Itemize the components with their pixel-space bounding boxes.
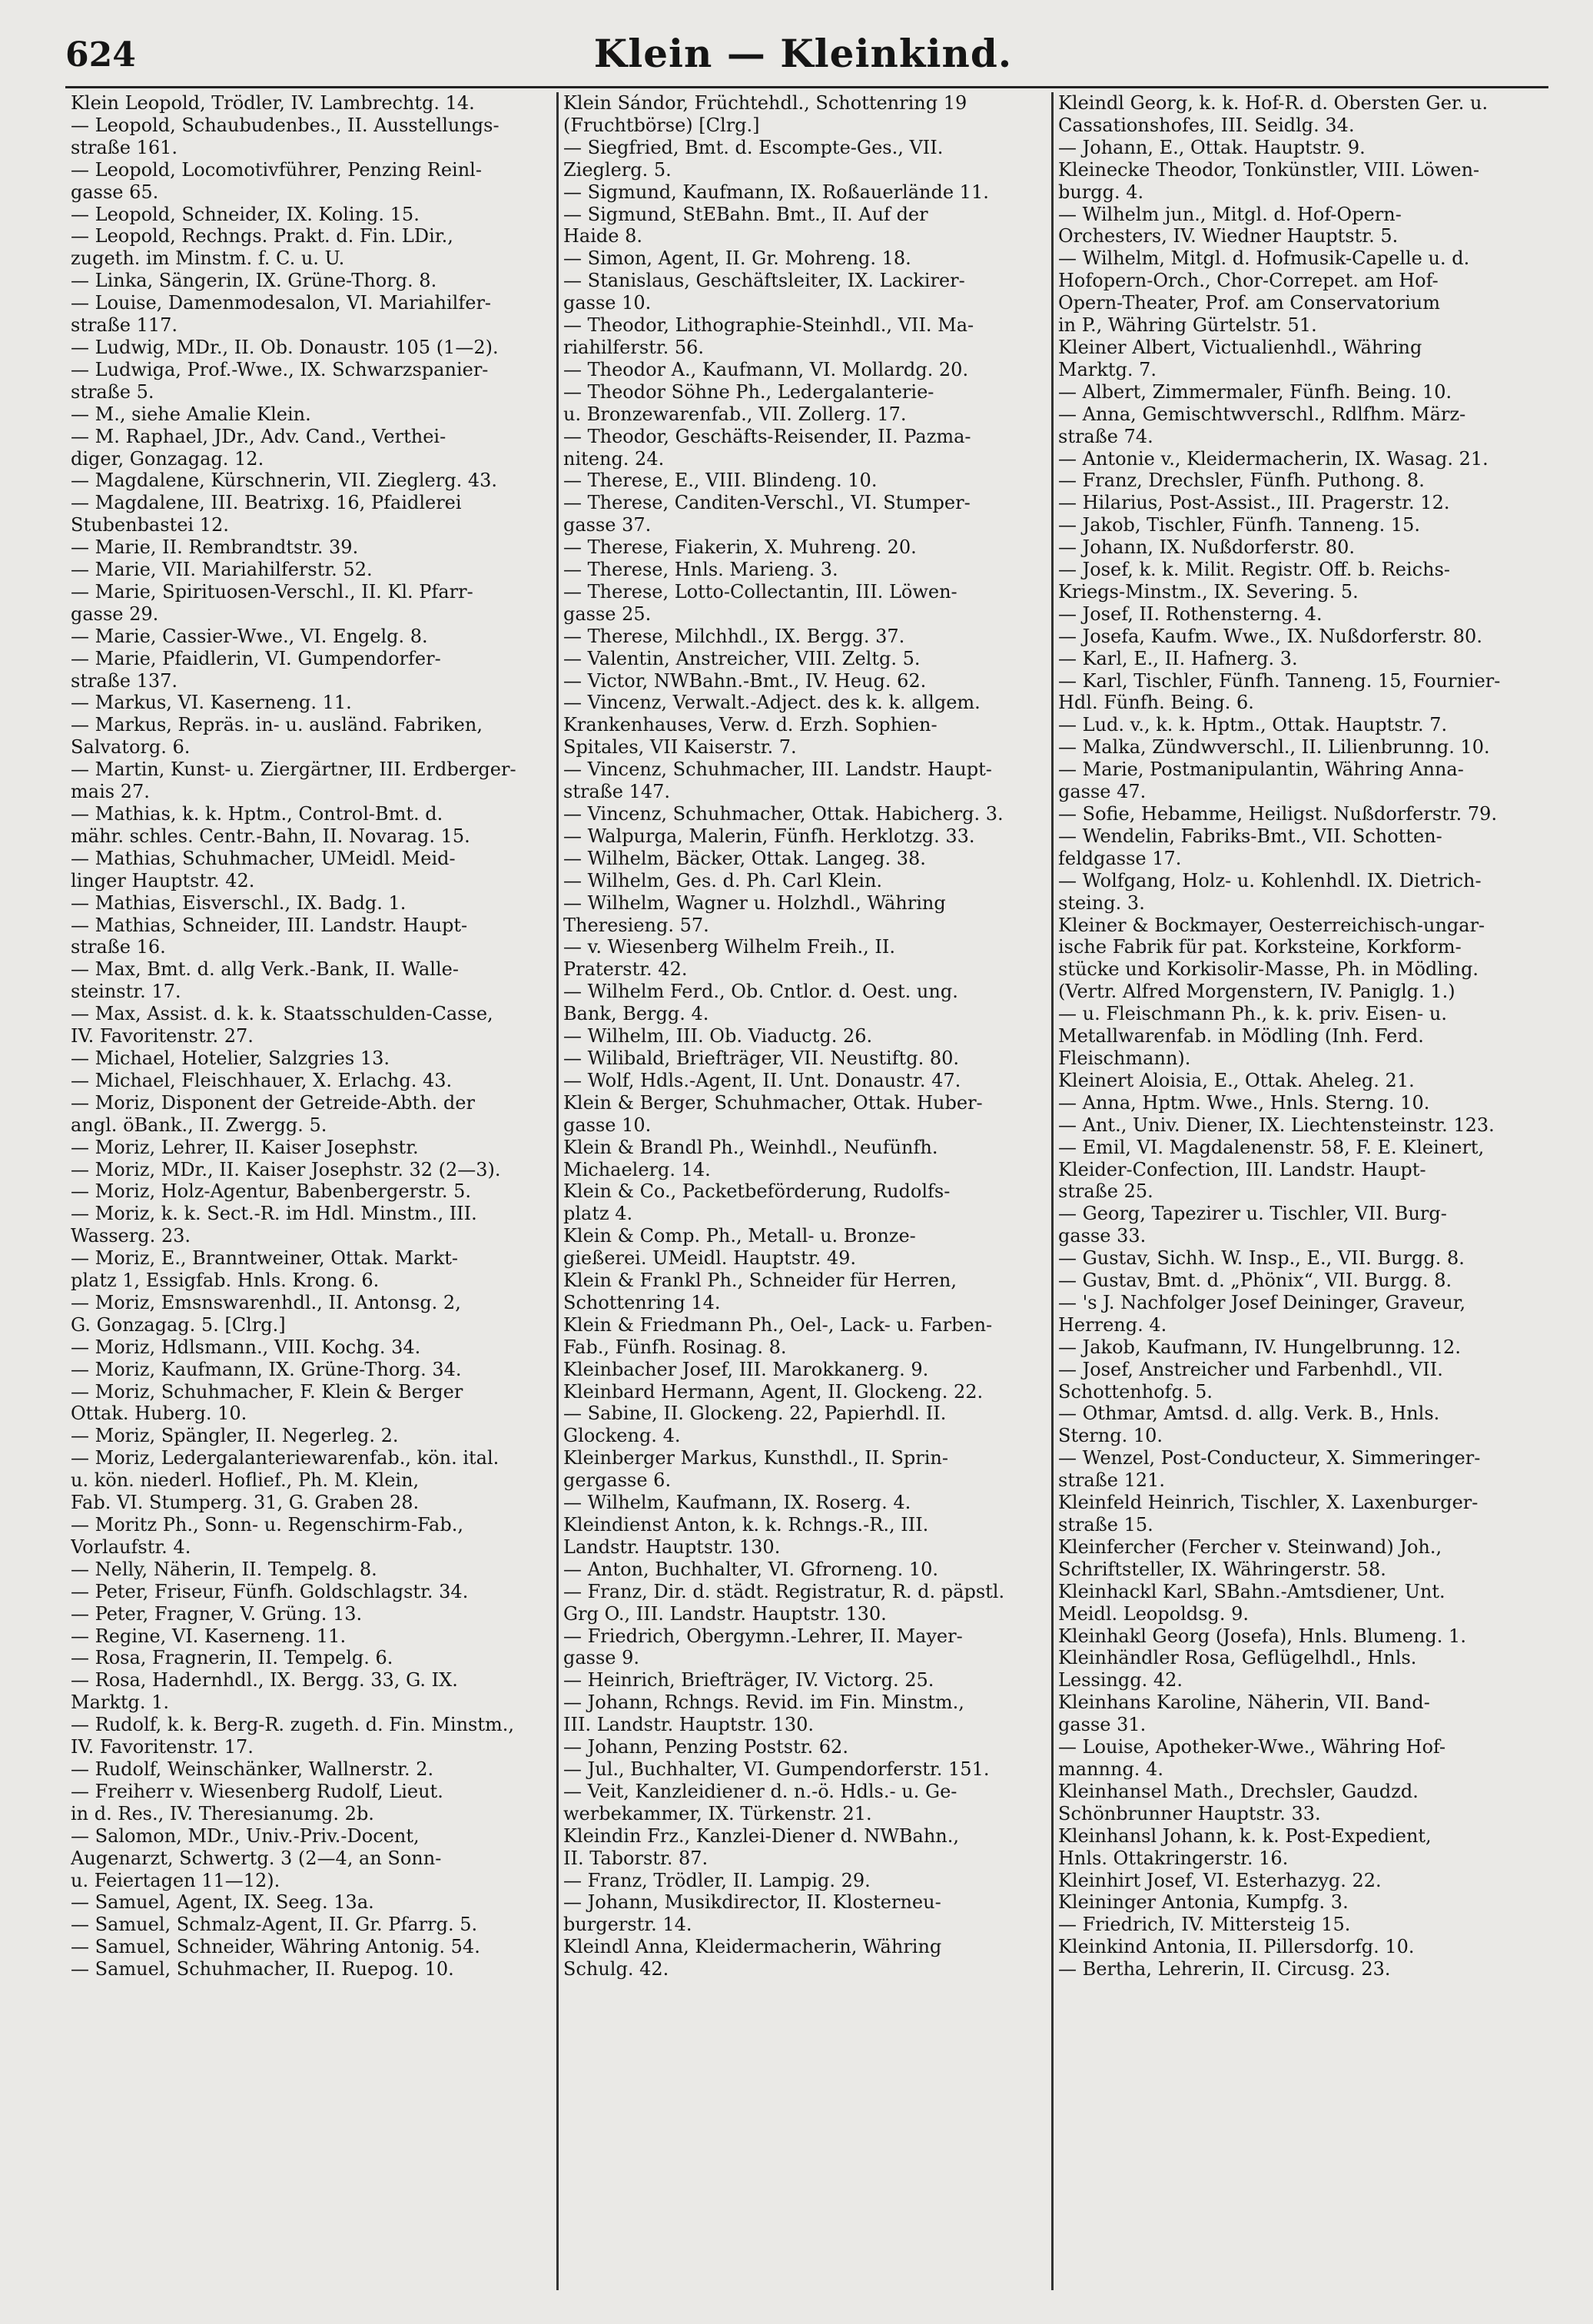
directory-entry-line: — Wilhelm, Ges. d. Ph. Carl Klein. [563, 869, 883, 891]
directory-entry-line: straße 121. [1058, 1469, 1166, 1492]
directory-entry-line: — Johann, IX. Nußdorferstr. 80. [1058, 536, 1356, 559]
directory-entry-line: in d. Res., IV. Theresianumg. 2b. [71, 1802, 374, 1824]
directory-entry-line: Klein & Comp. Ph., Metall- u. Bronze- [563, 1225, 916, 1247]
directory-entry-line: — Samuel, Schuhmacher, II. Ruepog. 10. [71, 1958, 454, 1980]
directory-entry-line: — Wilhelm, Kaufmann, IX. Roserg. 4. [563, 1492, 911, 1514]
directory-entry-line: — Antonie v., Kleidermacherin, IX. Wasag. 21. [1058, 447, 1488, 470]
directory-entry-line: Herreng. 4. [1058, 1313, 1167, 1336]
directory-entry-line: — Johann, Penzing Poststr. 62. [563, 1736, 848, 1758]
directory-entry-line: — Moritz Ph., Sonn- u. Regenschirm-Fab., [71, 1514, 463, 1536]
directory-entry-line: Kleiner & Bockmayer, Oesterreichisch-ungar- [1058, 914, 1485, 936]
directory-entry-line: — Theodor, Geschäfts-Reisender, II. Pazma- [563, 425, 971, 447]
directory-entry-line: — Martin, Kunst- u. Ziergärtner, III. Erdberger- [71, 759, 516, 781]
directory-entry-line: — Simon, Agent, II. Gr. Mohreng. 18. [563, 247, 911, 270]
directory-entry-line: — Franz, Dir. d. städt. Registratur, R. d. päpstl. [563, 1580, 1005, 1602]
directory-entry-line: Kleindin Frz., Kanzlei-Diener d. NWBahn., [563, 1824, 960, 1847]
directory-entry-line: platz 1, Essigfab. Hnls. Krong. 6. [71, 1270, 380, 1292]
directory-entry-line: — Moriz, Emsnswarenhdl., II. Antonsg. 2, [71, 1291, 461, 1313]
directory-entry-line: straße 137. [71, 669, 178, 692]
directory-entry-line: — Rosa, Hadernhdl., IX. Bergg. 33, G. IX. [71, 1669, 458, 1692]
directory-entry-line: — Victor, NWBahn.-Bmt., IV. Heug. 62. [563, 669, 927, 692]
directory-entry-line: linger Hauptstr. 42. [71, 869, 255, 891]
directory-entry-line: — Marie, Postmanipulantin, Währing Anna- [1058, 759, 1464, 781]
directory-entry-line: — Anna, Hptm. Wwe., Hnls. Sterng. 10. [1058, 1091, 1430, 1114]
directory-entry-line: IV. Favoritenstr. 17. [71, 1736, 254, 1758]
directory-entry-line: Grg O., III. Landstr. Hauptstr. 130. [563, 1602, 887, 1625]
directory-entry-line: — Markus, VI. Kaserneng. 11. [71, 692, 352, 714]
directory-entry-line: — Sigmund, Kaufmann, IX. Roßauerlände 11. [563, 181, 989, 203]
directory-entry-line: burgg. 4. [1058, 181, 1144, 203]
directory-entry-line: — Marie, Cassier-Wwe., VI. Engelg. 8. [71, 625, 428, 647]
directory-entry-line: — Wilhelm, III. Ob. Viaductg. 26. [563, 1025, 873, 1047]
directory-entry-line: — Josef, II. Rothensterng. 4. [1058, 603, 1323, 625]
directory-entry-line: — Marie, Spirituosen-Verschl., II. Kl. Pfarr- [71, 580, 473, 603]
directory-entry-line: — Moriz, Schuhmacher, F. Klein & Berger [71, 1380, 463, 1403]
directory-entry-line: Kleinhirt Josef, VI. Esterhazyg. 22. [1058, 1869, 1382, 1891]
directory-entry-line: Schulg. 42. [563, 1958, 669, 1980]
directory-entry-line: — Ant., Univ. Diener, IX. Liechtensteinstr. 123. [1058, 1114, 1495, 1136]
directory-entry-line: — Ludwig, MDr., II. Ob. Donaustr. 105 (1—2). [71, 336, 499, 358]
directory-entry-line: — Leopold, Schaubudenbes., II. Ausstellungs- [71, 114, 499, 136]
directory-entry-line: — Moriz, Hdlsmann., VIII. Kochg. 34. [71, 1336, 421, 1358]
directory-entry-line: Orchesters, IV. Wiedner Hauptstr. 5. [1058, 225, 1399, 247]
directory-entry-line: — Leopold, Rechngs. Prakt. d. Fin. LDir., [71, 225, 453, 247]
directory-entry-line: gasse 10. [563, 292, 652, 314]
page-header [65, 28, 1541, 81]
directory-entry-line: straße 5. [71, 380, 154, 403]
directory-entry-line: werbekammer, IX. Türkenstr. 21. [563, 1802, 872, 1824]
directory-entry-line: — Franz, Drechsler, Fünfh. Puthong. 8. [1058, 470, 1425, 492]
directory-entry-line: — M. Raphael, JDr., Adv. Cand., Verthei- [71, 425, 446, 447]
directory-entry-line: — Vincenz, Schuhmacher, Ottak. Habicherg. 3. [563, 803, 1004, 825]
directory-entry-line: — Jakob, Kaufmann, IV. Hungelbrunng. 12. [1058, 1336, 1461, 1358]
directory-entry-line: Kleiner Albert, Victualienhdl., Währing [1058, 336, 1422, 358]
directory-entry-line: — Mathias, Eisverschl., IX. Badg. 1. [71, 891, 407, 914]
directory-entry-line: — Therese, E., VIII. Blindeng. 10. [563, 470, 878, 492]
directory-entry-line: Krankenhauses, Verw. d. Erzh. Sophien- [563, 714, 938, 736]
directory-entry-line: feldgasse 17. [1058, 847, 1182, 869]
directory-entry-line: — Linka, Sängerin, IX. Grüne-Thorg. 8. [71, 270, 437, 292]
directory-entry-line: — Stanislaus, Geschäftsleiter, IX. Lackirer- [563, 270, 965, 292]
directory-entry-line: — Johann, Rchngs. Revid. im Fin. Minstm., [563, 1692, 964, 1714]
directory-entry-line: Kleindl Anna, Kleidermacherin, Währing [563, 1936, 942, 1958]
directory-entry-line: — Michael, Hotelier, Salzgries 13. [71, 1047, 390, 1069]
directory-entry-line: — Moriz, Disponent der Getreide-Abth. der [71, 1091, 475, 1114]
directory-entry-line: — Samuel, Schmalz-Agent, II. Gr. Pfarrg. 5. [71, 1914, 478, 1936]
directory-entry-line: — Anna, Gemischtwverschl., Rdlfhm. März- [1058, 403, 1466, 425]
directory-entry-line: Vorlaufstr. 4. [71, 1536, 191, 1558]
directory-entry-line: II. Taborstr. 87. [563, 1847, 709, 1869]
directory-entry-line: Klein Sándor, Früchtehdl., Schottenring 19 [563, 92, 967, 114]
directory-entry-line: Kleindl Georg, k. k. Hof-R. d. Obersten Ger. u. [1058, 92, 1488, 114]
directory-entry-line: — Moriz, Holz-Agentur, Babenbergerstr. 5. [71, 1180, 472, 1203]
directory-entry-line: u. Feiertagen 11—12). [71, 1869, 280, 1891]
directory-entry-line: Klein & Frankl Ph., Schneider für Herren, [563, 1270, 957, 1292]
directory-entry-line: — Moriz, MDr., II. Kaiser Josephstr. 32 (2—3). [71, 1158, 501, 1180]
directory-entry-line: Salvatorg. 6. [71, 736, 191, 759]
directory-entry-line: Theresieng. 57. [563, 914, 709, 936]
directory-entry-line: (Fruchtbörse) [Clrg.] [563, 114, 760, 136]
directory-entry-line: — Othmar, Amtsd. d. allg. Verk. B., Hnls. [1058, 1403, 1440, 1425]
directory-entry-line: — Moriz, Lehrer, II. Kaiser Josephstr. [71, 1136, 419, 1158]
directory-entry-line: — Friedrich, IV. Mittersteig 15. [1058, 1914, 1351, 1936]
directory-entry-line: Schottenhofg. 5. [1058, 1380, 1213, 1403]
directory-entry-line: — Wilhelm Ferd., Ob. Cntlor. d. Oest. ung. [563, 981, 958, 1003]
header-rule [65, 86, 1548, 88]
directory-entry-line: — Peter, Friseur, Fünfh. Goldschlagstr. 34. [71, 1580, 469, 1602]
directory-entry-line: mannng. 4. [1058, 1758, 1163, 1780]
directory-entry-line: — Salomon, MDr., Univ.-Priv.-Docent, [71, 1824, 420, 1847]
directory-entry-line: — Therese, Fiakerin, X. Muhreng. 20. [563, 536, 917, 559]
directory-entry-line: — Vincenz, Schuhmacher, III. Landstr. Haupt- [563, 759, 992, 781]
directory-entry-line: — Theodor Söhne Ph., Ledergalanterie- [563, 380, 934, 403]
directory-entry-line: — Wilibald, Briefträger, VII. Neustiftg. 80. [563, 1047, 959, 1069]
directory-entry-line: gasse 9. [563, 1647, 640, 1669]
directory-entry-line: — Nelly, Näherin, II. Tempelg. 8. [71, 1558, 377, 1580]
directory-entry-line: Kriegs-Minstm., IX. Severing. 5. [1058, 580, 1359, 603]
directory-entry-line: diger, Gonzagag. 12. [71, 447, 264, 470]
directory-entry-line: — Wilhelm, Mitgl. d. Hofmusik-Capelle u. d. [1058, 247, 1470, 270]
directory-entry-line: Zieglerg. 5. [563, 158, 672, 181]
directory-entry-line: riahilferstr. 56. [563, 336, 705, 358]
directory-entry-line: straße 161. [71, 136, 178, 158]
directory-entry-line: — Josefa, Kaufm. Wwe., IX. Nußdorferstr. 80. [1058, 625, 1482, 647]
directory-entry-line: Kleininger Antonia, Kumpfg. 3. [1058, 1891, 1349, 1914]
directory-entry-line: Klein Leopold, Trödler, IV. Lambrechtg. 14. [71, 92, 475, 114]
directory-entry-line: Glockeng. 4. [563, 1425, 681, 1447]
directory-entry-line: — Therese, Hnls. Marieng. 3. [563, 559, 838, 581]
directory-entry-line: — Albert, Zimmermaler, Fünfh. Being. 10. [1058, 380, 1452, 403]
directory-entry-line: — 's J. Nachfolger Josef Deininger, Graveur, [1058, 1291, 1466, 1313]
directory-entry-line: Sterng. 10. [1058, 1425, 1163, 1447]
directory-entry-line: Fab., Fünfh. Rosinag. 8. [563, 1336, 787, 1358]
directory-entry-line: — Josef, k. k. Milit. Registr. Off. b. Reichs- [1058, 559, 1450, 581]
directory-entry-line: — Therese, Canditen-Verschl., VI. Stumper- [563, 492, 971, 514]
directory-entry-line: stücke und Korkisolir-Masse, Ph. in Mödling. [1058, 958, 1479, 981]
directory-entry-line: Cassationshofes, III. Seidlg. 34. [1058, 114, 1355, 136]
directory-entry-line: — Jul., Buchhalter, VI. Gumpendorferstr. 151. [563, 1758, 990, 1780]
directory-entry-line: — Freiherr v. Wiesenberg Rudolf, Lieut. [71, 1780, 443, 1802]
directory-entry-line: — u. Fleischmann Ph., k. k. priv. Eisen- u. [1058, 1003, 1447, 1025]
column-right [1051, 92, 1552, 2290]
directory-entry-line: burgerstr. 14. [563, 1914, 692, 1936]
directory-entry-line: Kleinhans Karoline, Näherin, VII. Band- [1058, 1692, 1430, 1714]
directory-entry-line: Meidl. Leopoldsg. 9. [1058, 1602, 1250, 1625]
directory-entry-line: straße 15. [1058, 1514, 1153, 1536]
directory-entry-line: gießerei. UMeidl. Hauptstr. 49. [563, 1247, 856, 1270]
directory-entry-line: — Wilhelm, Bäcker, Ottak. Langeg. 38. [563, 847, 926, 869]
directory-entry-line: Ottak. Huberg. 10. [71, 1403, 247, 1425]
directory-entry-line: u. Bronzewarenfab., VII. Zollerg. 17. [563, 403, 907, 425]
directory-entry-line: gasse 29. [71, 603, 159, 625]
directory-entry-line: Schriftsteller, IX. Währingerstr. 58. [1058, 1558, 1386, 1580]
directory-entry-line: — Georg, Tapezirer u. Tischler, VII. Burg- [1058, 1203, 1447, 1225]
page-title: Klein — Kleinkind. [593, 31, 1013, 76]
directory-entry-line: straße 25. [1058, 1180, 1153, 1203]
directory-entry-line: — Wendelin, Fabriks-Bmt., VII. Schotten- [1058, 825, 1442, 847]
directory-entry-line: — Valentin, Anstreicher, VIII. Zeltg. 5. [563, 647, 921, 669]
page-number: 624 [65, 35, 136, 75]
directory-entry-line: Wasserg. 23. [71, 1225, 191, 1247]
directory-entry-line: — Rudolf, Weinschänker, Wallnerstr. 2. [71, 1758, 434, 1780]
directory-entry-line: — v. Wiesenberg Wilhelm Freih., II. [563, 936, 895, 958]
directory-entry-line: straße 117. [71, 314, 178, 337]
directory-entry-line: — Josef, Anstreicher und Farbenhdl., VII. [1058, 1358, 1443, 1380]
directory-entry-line: — Friedrich, Obergymn.-Lehrer, II. Mayer- [563, 1625, 963, 1647]
directory-entry-line: — Wenzel, Post-Conducteur, X. Simmeringer- [1058, 1447, 1481, 1469]
directory-entry-line: ische Fabrik für pat. Korksteine, Korkform- [1058, 936, 1462, 958]
directory-entry-line: Kleinhansl Johann, k. k. Post-Expedient, [1058, 1824, 1432, 1847]
directory-entry-line: Kleinbacher Josef, III. Marokkanerg. 9. [563, 1358, 929, 1380]
directory-entry-line: Schönbrunner Hauptstr. 33. [1058, 1802, 1321, 1824]
directory-entry-line: — Franz, Trödler, II. Lampig. 29. [563, 1869, 871, 1891]
directory-entry-line: — Max, Bmt. d. allg Verk.-Bank, II. Walle- [71, 958, 459, 981]
directory-entry-line: — Wolfgang, Holz- u. Kohlenhdl. IX. Dietrich- [1058, 869, 1482, 891]
directory-entry-line: Opern-Theater, Prof. am Conservatorium [1058, 292, 1440, 314]
directory-entry-line: gergasse 6. [563, 1469, 672, 1492]
directory-entry-line: — Moriz, Ledergalanteriewarenfab., kön. ital. [71, 1447, 499, 1469]
directory-entry-line: — Marie, II. Rembrandtstr. 39. [71, 536, 359, 559]
directory-entry-line: — Veit, Kanzleidiener d. n.-ö. Hdls.- u. Ge- [563, 1780, 957, 1802]
directory-entry-line: gasse 31. [1058, 1714, 1147, 1736]
directory-entry-line: — Michael, Fleischhauer, X. Erlachg. 43. [71, 1069, 453, 1091]
directory-entry-line: — Siegfried, Bmt. d. Escompte-Ges., VII. [563, 136, 944, 158]
directory-entry-line: Fab. VI. Stumperg. 31, G. Graben 28. [71, 1492, 420, 1514]
directory-entry-line: — Louise, Apotheker-Wwe., Währing Hof- [1058, 1736, 1446, 1758]
directory-entry-line: — Marie, VII. Mariahilferstr. 52. [71, 559, 373, 581]
directory-entry-line: Schottenring 14. [563, 1291, 721, 1313]
directory-entry-line: angl. öBank., II. Zwergg. 5. [71, 1114, 327, 1136]
directory-entry-line: — Johann, Musikdirector, II. Klosterneu- [563, 1891, 941, 1914]
directory-entry-line: III. Landstr. Hauptstr. 130. [563, 1714, 815, 1736]
directory-entry-line: — Therese, Milchhdl., IX. Bergg. 37. [563, 625, 905, 647]
directory-entry-line: — Karl, Tischler, Fünfh. Tanneng. 15, Fournier- [1058, 669, 1501, 692]
directory-entry-line: Kleinfeld Heinrich, Tischler, X. Laxenburger- [1058, 1492, 1479, 1514]
directory-entry-line: Kleinhändler Rosa, Geflügelhdl., Hnls. [1058, 1647, 1417, 1669]
directory-entry-line: — Hilarius, Post-Assist., III. Pragerstr. 12. [1058, 492, 1450, 514]
directory-entry-line: — Bertha, Lehrerin, II. Circusg. 23. [1058, 1958, 1391, 1980]
directory-entry-line: Marktg. 1. [71, 1692, 170, 1714]
directory-entry-line: — Magdalene, III. Beatrixg. 16, Pfaidlerei [71, 492, 462, 514]
directory-entry-line: Kleider-Confection, III. Landstr. Haupt- [1058, 1158, 1426, 1180]
directory-entry-line: — Samuel, Schneider, Währing Antonig. 54. [71, 1936, 480, 1958]
directory-entry-line: — Moriz, k. k. Sect.-R. im Hdl. Minstm., III. [71, 1203, 477, 1225]
directory-entry-line: Michaelerg. 14. [563, 1158, 711, 1180]
directory-entry-line: gasse 47. [1058, 781, 1147, 803]
directory-entry-line: — Sigmund, StEBahn. Bmt., II. Auf der [563, 203, 928, 225]
directory-entry-line: mais 27. [71, 781, 150, 803]
directory-entry-line: — Moriz, E., Branntweiner, Ottak. Markt- [71, 1247, 458, 1270]
directory-entry-line: Klein & Friedmann Ph., Oel-, Lack- u. Farben- [563, 1313, 993, 1336]
directory-entry-line: Kleinhakl Georg (Josefa), Hnls. Blumeng. 1. [1058, 1625, 1466, 1647]
directory-entry-line: — Rosa, Fragnerin, II. Tempelg. 6. [71, 1647, 393, 1669]
directory-entry-line: — Malka, Zündwverschl., II. Lilienbrunng. 10. [1058, 736, 1490, 759]
directory-entry-line: straße 147. [563, 781, 671, 803]
directory-entry-line: Hofopern-Orch., Chor-Correpet. am Hof- [1058, 270, 1439, 292]
directory-entry-line: IV. Favoritenstr. 27. [71, 1025, 254, 1047]
directory-entry-line: — Vincenz, Verwalt.-Adject. des k. k. allgem. [563, 692, 981, 714]
directory-entry-line: — Peter, Fragner, V. Grüng. 13. [71, 1602, 363, 1625]
directory-entry-line: niteng. 24. [563, 447, 665, 470]
directory-entry-line: — Wolf, Hdls.-Agent, II. Unt. Donaustr. 47. [563, 1069, 961, 1091]
directory-entry-line: Kleindienst Anton, k. k. Rchngs.-R., III. [563, 1514, 929, 1536]
directory-entry-line: u. kön. niederl. Hoflief., Ph. M. Klein, [71, 1469, 420, 1492]
directory-entry-line: — Louise, Damenmodesalon, VI. Mariahilfer- [71, 292, 492, 314]
directory-entry-line: gasse 33. [1058, 1225, 1147, 1247]
directory-entry-line: Kleinert Aloisia, E., Ottak. Aheleg. 21. [1058, 1069, 1415, 1091]
directory-entry-line: gasse 65. [71, 181, 159, 203]
directory-entry-line: Kleinkind Antonia, II. Pillersdorfg. 10. [1058, 1936, 1415, 1958]
directory-entry-line: in P., Währing Gürtelstr. 51. [1058, 314, 1317, 337]
directory-entry-line: — Gustav, Sichh. W. Insp., E., VII. Burgg. 8. [1058, 1247, 1465, 1270]
directory-entry-line: Lessingg. 42. [1058, 1669, 1183, 1692]
directory-entry-line: — Markus, Repräs. in- u. ausländ. Fabriken, [71, 714, 483, 736]
directory-entry-line: Kleinbard Hermann, Agent, II. Glockeng. 22. [563, 1380, 984, 1403]
directory-entry-line: Klein & Brandl Ph., Weinhdl., Neufünfh. [563, 1136, 938, 1158]
directory-entry-line: — Magdalene, Kürschnerin, VII. Zieglerg. 43. [71, 470, 498, 492]
directory-entry-line: Marktg. 7. [1058, 358, 1157, 380]
directory-entry-line: — Mathias, Schneider, III. Landstr. Haupt- [71, 914, 468, 936]
directory-entry-line: — Mathias, Schuhmacher, UMeidl. Meid- [71, 847, 456, 869]
directory-entry-line: zugeth. im Minstm. f. C. u. U. [71, 247, 345, 270]
directory-entry-line: Praterstr. 42. [563, 958, 688, 981]
directory-entry-line: steinstr. 17. [71, 981, 181, 1003]
directory-entry-line: — Walpurga, Malerin, Fünfh. Herklotzg. 33. [563, 825, 975, 847]
directory-entry-line: — Mathias, k. k. Hptm., Control-Bmt. d. [71, 803, 443, 825]
directory-entry-line: Landstr. Hauptstr. 130. [563, 1536, 781, 1558]
directory-entry-line: — Wilhelm, Wagner u. Holzhdl., Währing [563, 891, 946, 914]
directory-entry-line: Augenarzt, Schwertg. 3 (2—4, an Sonn- [71, 1847, 442, 1869]
directory-entry-line: — Karl, E., II. Hafnerg. 3. [1058, 647, 1298, 669]
directory-entry-line: (Vertr. Alfred Morgenstern, IV. Paniglg. 1.) [1058, 981, 1455, 1003]
directory-entry-line: Klein & Co., Packetbeförderung, Rudolfs- [563, 1180, 951, 1203]
directory-entry-line: — Leopold, Schneider, IX. Koling. 15. [71, 203, 420, 225]
directory-entry-line: — Anton, Buchhalter, VI. Gfrorneng. 10. [563, 1558, 939, 1580]
directory-entry-line: — Therese, Lotto-Collectantin, III. Löwen- [563, 580, 957, 603]
directory-entry-line: — Sabine, II. Glockeng. 22, Papierhdl. II. [563, 1403, 947, 1425]
directory-entry-line: straße 16. [71, 936, 166, 958]
directory-entry-line: straße 74. [1058, 425, 1153, 447]
column-left [71, 92, 569, 2290]
directory-entry-line: — Theodor, Lithographie-Steinhdl., VII. Ma- [563, 314, 974, 337]
directory-entry-line: — Leopold, Locomotivführer, Penzing Reinl- [71, 158, 482, 181]
directory-entry-line: Stubenbastei 12. [71, 514, 229, 536]
directory-entry-line: platz 4. [563, 1203, 633, 1225]
directory-entry-line: steing. 3. [1058, 891, 1145, 914]
directory-entry-line: Fleischmann). [1058, 1047, 1191, 1069]
directory-entry-line: gasse 37. [563, 514, 652, 536]
directory-entry-line: Haide 8. [563, 225, 643, 247]
directory-entry-line: — Rudolf, k. k. Berg-R. zugeth. d. Fin. Minstm., [71, 1714, 515, 1736]
directory-entry-line: Klein & Berger, Schuhmacher, Ottak. Huber- [563, 1091, 983, 1114]
directory-entry-line: — Gustav, Bmt. d. „Phönix“, VII. Burgg. 8. [1058, 1270, 1452, 1292]
directory-entry-line: — Sofie, Hebamme, Heiligst. Nußdorferstr. 79. [1058, 803, 1498, 825]
directory-entry-line: — Johann, E., Ottak. Hauptstr. 9. [1058, 136, 1366, 158]
directory-entry-line: gasse 25. [563, 603, 652, 625]
directory-entry-line: Kleinhackl Karl, SBahn.-Amtsdiener, Unt. [1058, 1580, 1445, 1602]
directory-entry-line: Hdl. Fünfh. Being. 6. [1058, 692, 1254, 714]
directory-entry-line: Metallwarenfab. in Mödling (Inh. Ferd. [1058, 1025, 1424, 1047]
directory-entry-line: — Jakob, Tischler, Fünfh. Tanneng. 15. [1058, 514, 1421, 536]
column-middle [556, 92, 1057, 2290]
directory-entry-line: — Theodor A., Kaufmann, VI. Mollardg. 20. [563, 358, 969, 380]
directory-entry-line: — Max, Assist. d. k. k. Staatsschulden-Casse, [71, 1003, 493, 1025]
directory-entry-line: — Emil, VI. Magdalenenstr. 58, F. E. Kleinert, [1058, 1136, 1485, 1158]
directory-entry-line: — Ludwiga, Prof.-Wwe., IX. Schwarzspanier- [71, 358, 489, 380]
directory-entry-line: Kleinhansel Math., Drechsler, Gaudzd. [1058, 1780, 1419, 1802]
directory-entry-line: Kleinecke Theodor, Tonkünstler, VIII. Löwen- [1058, 158, 1480, 181]
directory-entry-line: — Samuel, Agent, IX. Seeg. 13a. [71, 1891, 374, 1914]
directory-entry-line: — Moriz, Kaufmann, IX. Grüne-Thorg. 34. [71, 1358, 462, 1380]
directory-entry-line: Bank, Bergg. 4. [563, 1003, 709, 1025]
directory-entry-line: G. Gonzagag. 5. [Clrg.] [71, 1313, 286, 1336]
directory-entry-line: — Wilhelm jun., Mitgl. d. Hof-Opern- [1058, 203, 1402, 225]
directory-entry-line: Hnls. Ottakringerstr. 16. [1058, 1847, 1289, 1869]
directory-entry-line: Spitales, VII Kaiserstr. 7. [563, 736, 797, 759]
directory-entry-line: — Lud. v., k. k. Hptm., Ottak. Hauptstr. 7. [1058, 714, 1448, 736]
directory-entry-line: gasse 10. [563, 1114, 652, 1136]
directory-entry-line: — Moriz, Spängler, II. Negerleg. 2. [71, 1425, 399, 1447]
directory-entry-line: — Heinrich, Briefträger, IV. Victorg. 25. [563, 1669, 934, 1692]
directory-entry-line: mähr. schles. Centr.-Bahn, II. Novarag. 15. [71, 825, 470, 847]
directory-entry-line: — M., siehe Amalie Klein. [71, 403, 311, 425]
directory-entry-line: Kleinfercher (Fercher v. Steinwand) Joh., [1058, 1536, 1442, 1558]
directory-entry-line: Kleinberger Markus, Kunsthdl., II. Sprin- [563, 1447, 948, 1469]
directory-entry-line: — Marie, Pfaidlerin, VI. Gumpendorfer- [71, 647, 441, 669]
directory-entry-line: — Regine, VI. Kaserneng. 11. [71, 1625, 347, 1647]
